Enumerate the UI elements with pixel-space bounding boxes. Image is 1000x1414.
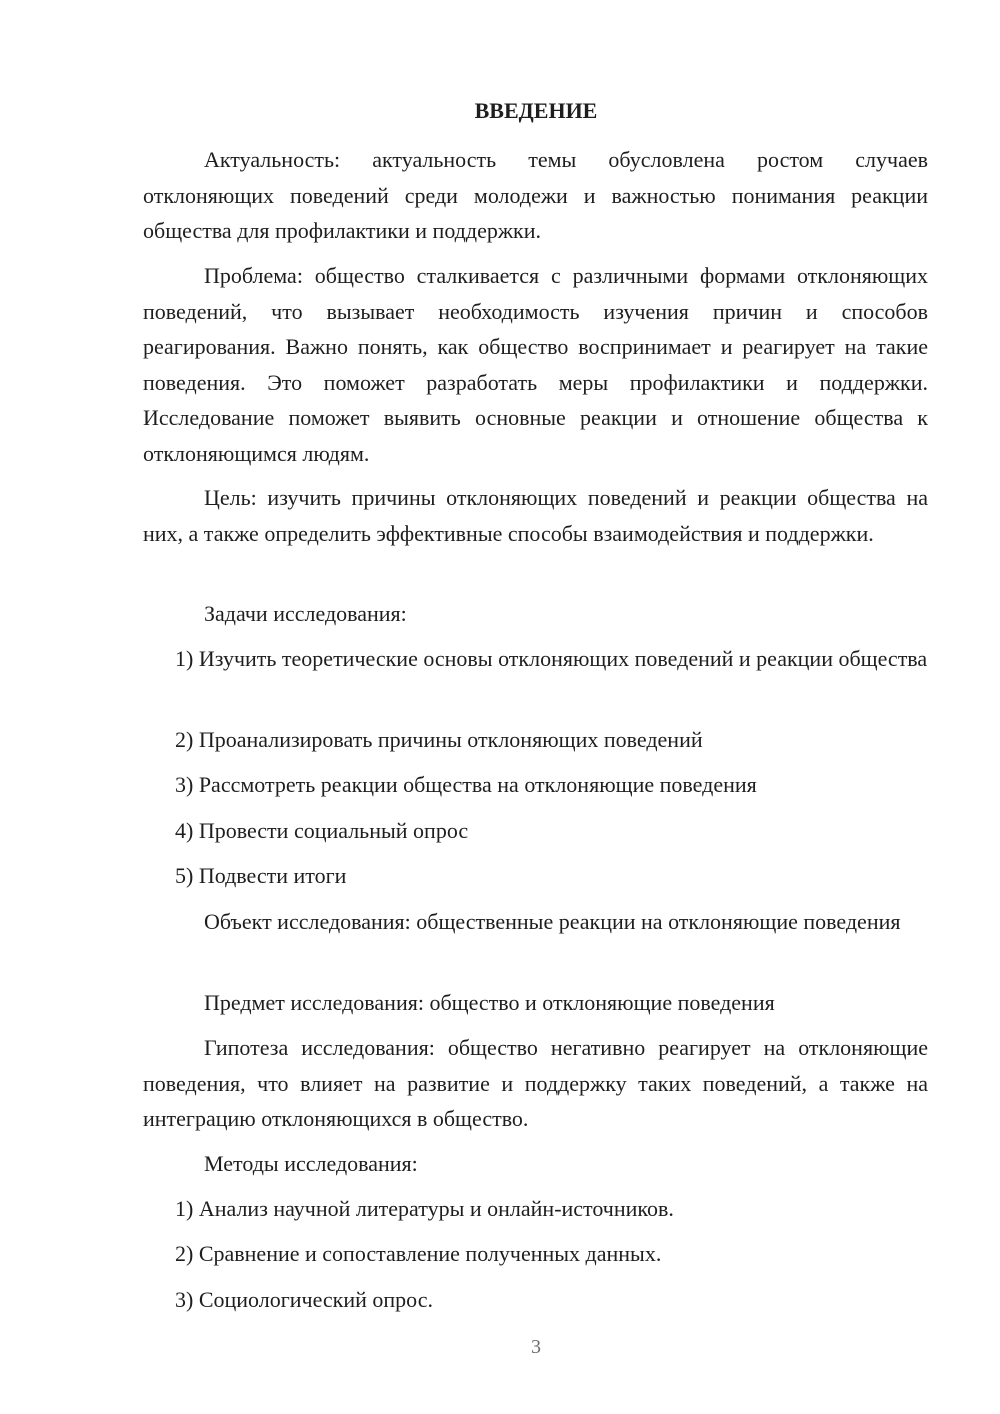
method-item: 2) Сравнение и сопоставление полученных данных. [175,1241,662,1266]
problem-paragraph: Проблема: общество сталкивается с различными формами отклоняющих поведений, что вызывает необходимость изучения причин и способов реагирования. Важно понять, как общество воспринимает и реагирует на такие поведения. Это поможет разработать меры профилактики и поддержки. Исследование поможет выявить основные реакции и отношение общества к отклоняющимся людям. [143,263,928,466]
method-item: 1) Анализ научной литературы и онлайн-источников. [175,1196,674,1221]
methods-label: Методы исследования: [204,1151,418,1176]
hypothesis-paragraph: Гипотеза исследования: общество негативно реагирует на отклоняющие поведения, что влияет на развитие и поддержку таких поведений, а также на интеграцию отклоняющихся в общество. [143,1035,928,1131]
task-item: 4) Провести социальный опрос [175,818,469,843]
object-paragraph: Объект исследования: общественные реакции на отклоняющие поведения [204,909,901,934]
task-item: 2) Проанализировать причины отклоняющих поведений [175,727,703,752]
task-item: 3) Рассмотреть реакции общества на отклоняющие поведения [175,772,757,797]
page-number: 3 [531,1336,541,1358]
task-item: 1) Изучить теоретические основы отклоняющих поведений и реакции общества [175,646,928,671]
task-item: 5) Подвести итоги [175,863,347,888]
method-item: 3) Социологический опрос. [175,1287,433,1312]
section-heading: ВВЕДЕНИЕ [474,98,598,123]
tasks-label: Задачи исследования: [204,601,407,626]
subject-paragraph: Предмет исследования: общество и отклоняющие поведения [204,990,775,1015]
relevance-paragraph: Актуальность: актуальность темы обусловлена ростом случаев отклоняющих поведений среди молодежи и важностью понимания реакции общества для профилактики и поддержки. [143,147,928,243]
goal-paragraph: Цель: изучить причины отклоняющих поведений и реакции общества на них, а также определить эффективные способы взаимодействия и поддержки. [143,485,928,546]
